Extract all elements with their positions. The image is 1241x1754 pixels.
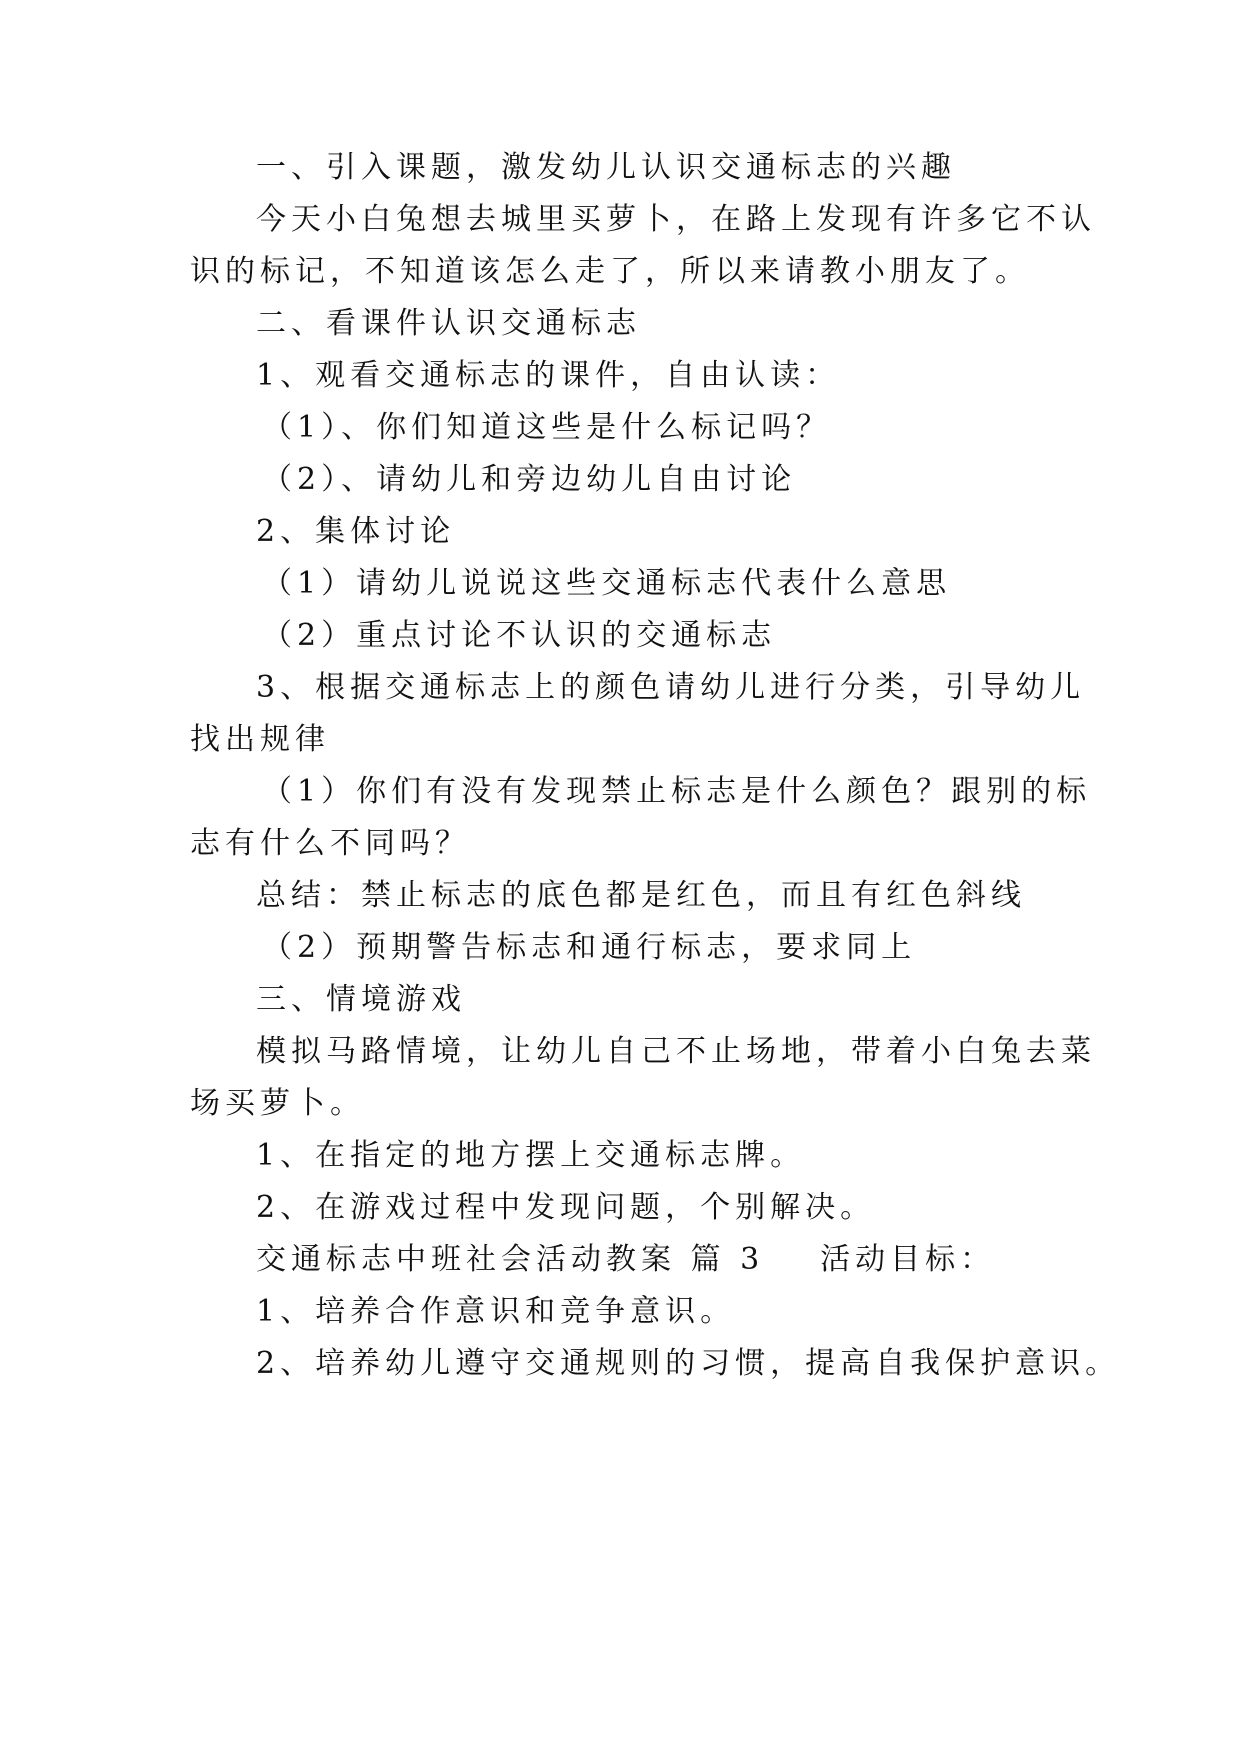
section-part: 篇 3 (690, 1242, 765, 1277)
paragraph-line: 找出规律 (190, 722, 330, 757)
heading-game: 三、情境游戏 (256, 982, 466, 1017)
sub-list-item: （1）你们有没有发现禁止标志是什么颜色？跟别的标 (262, 774, 1092, 809)
sub-list-item: （2）预期警告标志和通行标志，要求同上 (262, 930, 917, 965)
list-item: 1、观看交通标志的课件，自由认读： (256, 358, 841, 393)
section-heading (256, 1240, 995, 1280)
list-item: 2、在游戏过程中发现问题，个别解决。 (256, 1190, 876, 1225)
sub-list-item: （2）重点讨论不认识的交通标志 (262, 618, 777, 653)
list-item: 1、在指定的地方摆上交通标志牌。 (256, 1138, 806, 1173)
paragraph-line: 场买萝卜。 (190, 1086, 365, 1121)
paragraph-line: 今天小白兔想去城里买萝卜，在路上发现有许多它不认 (256, 202, 1096, 237)
paragraph-line: 识的标记，不知道该怎么走了，所以来请教小朋友了。 (190, 254, 1030, 289)
sub-list-item: （1）请幼儿说说这些交通标志代表什么意思 (262, 566, 952, 601)
list-item: 2、集体讨论 (256, 514, 456, 549)
sub-list-item: （1）、你们知道这些是什么标记吗？ (262, 410, 832, 445)
paragraph-line: 志有什么不同吗？ (190, 826, 470, 861)
heading-introduce-topic: 一、引入课题，激发幼儿认识交通标志的兴趣 (256, 150, 956, 185)
heading-courseware: 二、看课件认识交通标志 (256, 306, 641, 341)
paragraph-line: 模拟马路情境，让幼儿自己不止场地，带着小白兔去菜 (256, 1034, 1096, 1069)
list-item: 2、培养幼儿遵守交通规则的习惯，提高自我保护意识。 (256, 1346, 1121, 1381)
summary-line: 总结：禁止标志的底色都是红色，而且有红色斜线 (256, 878, 1026, 913)
section-subtitle: 活动目标： (820, 1242, 996, 1277)
list-item: 1、培养合作意识和竞争意识。 (256, 1294, 736, 1329)
section-title: 交通标志中班社会活动教案 (256, 1242, 676, 1277)
sub-list-item: （2）、请幼儿和旁边幼儿自由讨论 (262, 462, 797, 497)
list-item: 3、根据交通标志上的颜色请幼儿进行分类，引导幼儿 (256, 670, 1086, 705)
